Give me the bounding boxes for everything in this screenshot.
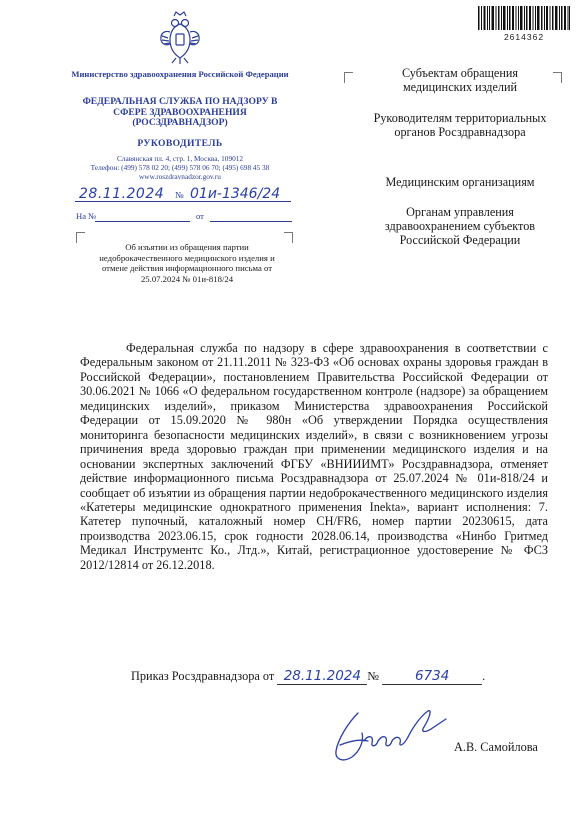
order-prefix: Приказ Росздравнадзора от bbox=[131, 669, 275, 683]
reference-date-label: от bbox=[196, 211, 204, 221]
recipient-3: Медицинским организациям bbox=[385, 175, 535, 189]
head-title: РУКОВОДИТЕЛЬ bbox=[137, 138, 223, 149]
service-name: ФЕДЕРАЛЬНАЯ СЛУЖБА ПО НАДЗОРУ В СФЕРЕ ЗДРАВООХРАНЕНИЯ (РОСЗДРАВНАДЗОР) bbox=[82, 96, 278, 128]
ministry-name: Министерство здравоохранения Российской Федерации bbox=[71, 69, 289, 79]
order-number: 6734 bbox=[382, 668, 482, 685]
recipient-2: Руководителям территориальных органов Росздравнадзора bbox=[373, 111, 547, 139]
website-link[interactable]: www.roszdravnadzor.gov.ru bbox=[139, 172, 221, 181]
order-number-label: № bbox=[367, 669, 380, 683]
bracket-top-left bbox=[76, 232, 85, 243]
coat-of-arms-icon bbox=[158, 10, 202, 66]
reference-number-label: На № bbox=[76, 211, 97, 221]
bracket-top-left bbox=[344, 72, 353, 83]
outgoing-number: 01и-1346/24 bbox=[190, 186, 281, 202]
phones: Телефон: (499) 578 02 20; (499) 578 06 70; (495) 698 45 38 bbox=[90, 163, 270, 172]
signer-name: А.В. Самойлова bbox=[454, 740, 538, 754]
bracket-top-right bbox=[284, 232, 293, 243]
address: Славянская пл. 4, стр. 1, Москва, 109012 bbox=[116, 154, 244, 163]
signature-image bbox=[330, 705, 450, 767]
number-label: № bbox=[175, 190, 184, 200]
reference-number-blank bbox=[95, 221, 190, 222]
recipient-4: Органам управления здравоохранением субъектов Российской Федерации bbox=[384, 205, 536, 247]
order-date: 28.11.2024 bbox=[277, 668, 367, 685]
bracket-top-right bbox=[553, 72, 562, 83]
order-suffix: . bbox=[482, 669, 486, 683]
order-line bbox=[131, 668, 485, 685]
barcode-image bbox=[478, 6, 570, 30]
reference-date-blank bbox=[210, 221, 292, 222]
barcode-number: 2614362 bbox=[503, 32, 545, 42]
body-paragraph: Федеральная служба по надзору в сфере здравоохранения в соответствии с Федеральным законом от 21.11.2011 № 323-ФЗ «Об основах охраны здоровья граждан в Российской Федерации», постановлением Правительства Российской Федерации от 30.06.2021 № 1066 «О федеральном государственном контроле (надзоре) за обращением медицинских изделий», приказом Министерства здравоохранения Российской Федерации от 15.09.2020 № 980н «Об утверждении Порядка осуществления мониторинга безопасности медицинских изделий», в связи с возникновением угрозы причинения вреда здоровью граждан при применении медицинского изделия и на основании экспертных заключений ФГБУ «ВНИИИМТ» Росздравнадзора, отменяет действие информационного письма Росздравнадзора от 25.07.2024 № 01и-818/24 и сообщает об изъятии из обращения партии недоброкачественного медицинского изделия «Катетеры медицинские однократного применения Inekta», вариант исполнения: 7. Катетер пупочный, каталожный номер CH/FR6, номер партии 20230615, дата производства 2023.06.15, срок годности 2028.06.14, производства «Нинбо Гритмед Медикал Инструментс Ко., Лтд.», Китай, регистрационное удостоверение № ФСЗ 2012/12814 от 26.12.2018. bbox=[80, 341, 548, 572]
recipient-1: Субъектам обращения медицинских изделий bbox=[401, 66, 518, 94]
subject-text: Об изъятии из обращения партии недоброкачественного медицинского изделия и отмене действия информационного письма от 25.07.2024 № 01и-818/24 bbox=[99, 242, 275, 284]
outgoing-date: 28.11.2024 bbox=[79, 186, 165, 202]
